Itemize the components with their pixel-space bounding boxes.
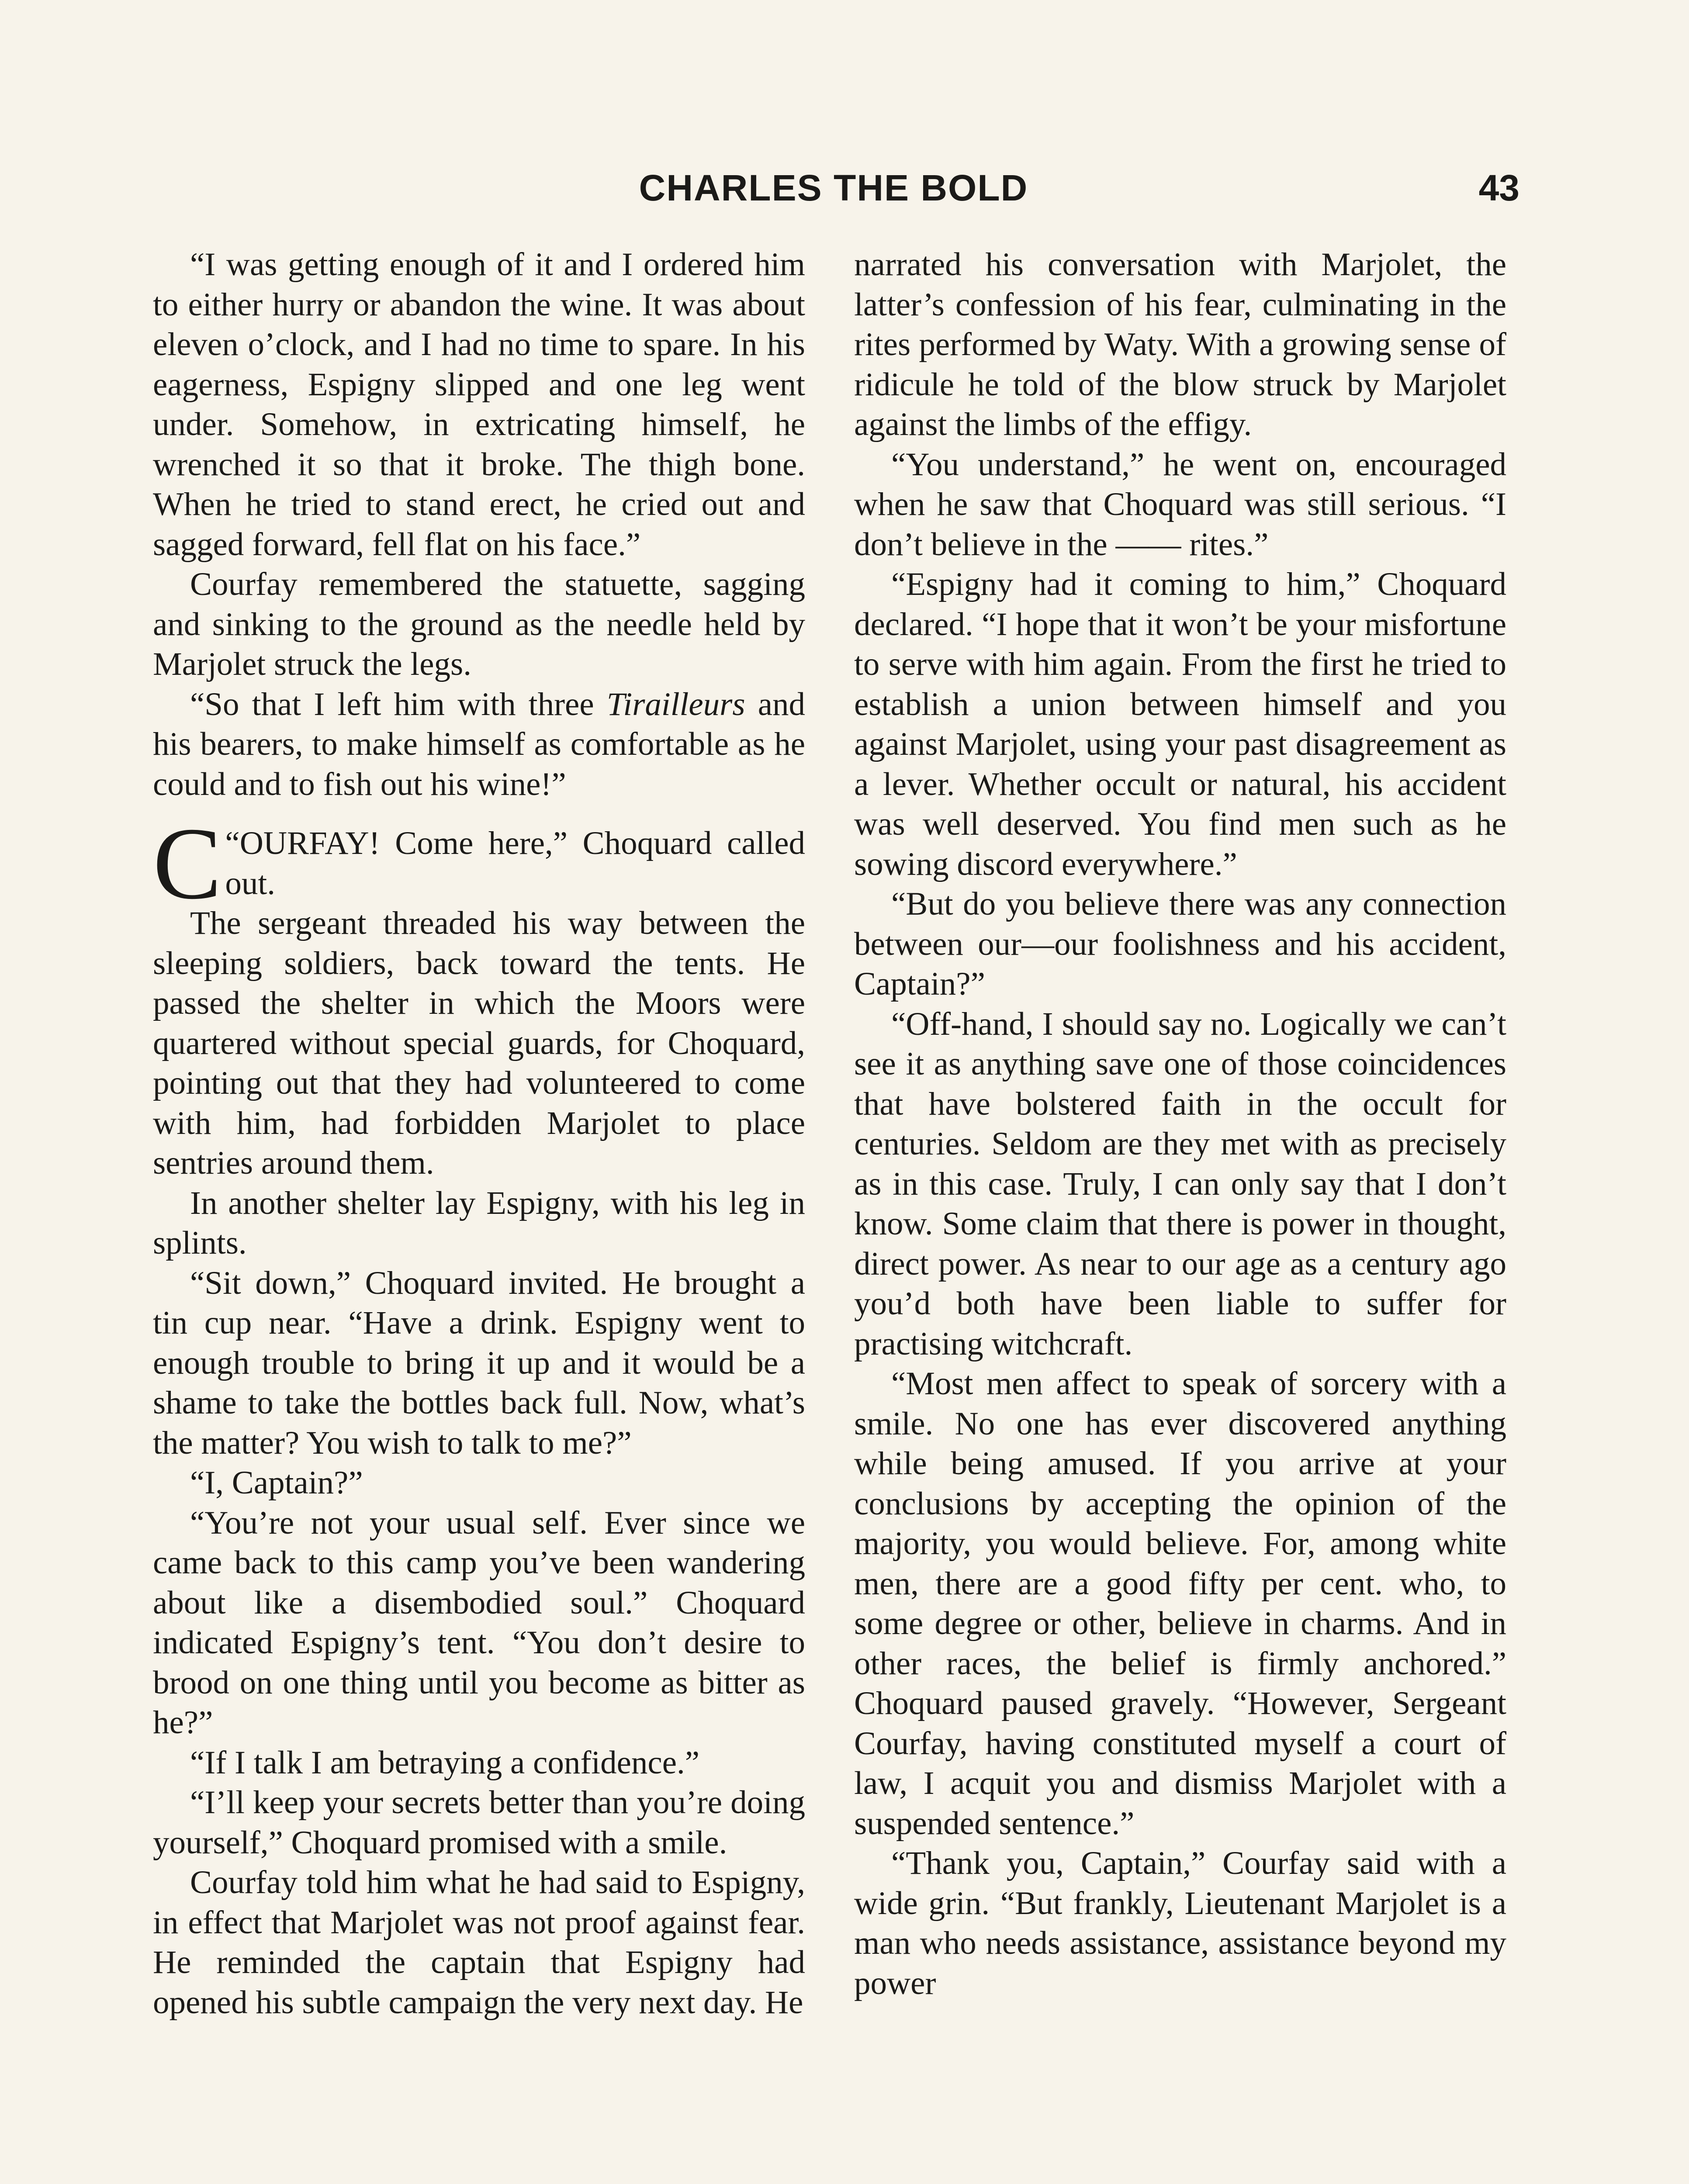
paragraph: “I’ll keep your secrets better than you’re doing yourself,” Choquard promised with a smile. [153,1784,805,1861]
paragraph: “I, Captain?” [190,1465,363,1501]
paragraph: “If I talk I am betraying a confidence.” [190,1744,700,1781]
paragraph: In another shelter lay Espigny, with his leg in splints. [153,1185,805,1261]
paragraph: “Most men affect to speak of sorcery with a smile. No one has ever discovered anything while being amused. If you arrive at your conclusions by accepting the opinion of the majority, you would believe. For, among white men, there are a good fifty per cent. who, to some degree or other, believe in charms. And in other races, the belief is firmly anchored.” Choquard paused gravely. “However, Sergeant Courfay, having constituted myself a court of law, I acquit you and dismiss Marjolet with a suspended sentence.” [854,1365,1506,1842]
paragraph: “Espigny had it coming to him,” Choquard declared. “I hope that it won’t be your misfortune to serve with him again. From the first he tried to establish a union between himself and you against Marjolet, using your past disagreement as a lever. Whether occult or natural, his accident was well deserved. You find men such as he sowing discord everywhere.” [854,566,1506,882]
italic-word: Tirailleurs [606,686,745,722]
paragraph: Courfay told him what he had said to Espigny, in effect that Marjolet was not proof against fear. He reminded the captain that Espigny had opened his subtle campaign the very next day. He [153,1864,805,2021]
opening-quote: “ [225,825,240,861]
left-column [153,245,805,2022]
paragraph: “I was getting enough of it and I ordered him to either hurry or abandon the wine. It was about eleven o’clock, and I had no time to spare. In his eagerness, Espigny slipped and one leg went under. Somehow, in extricating himself, he wrenched it so that it broke. The thigh bone. When he tried to stand erect, he cried out and sagged forward, fell flat on his face.” [153,246,805,563]
paragraph [153,684,805,805]
paragraph: “Thank you, Captain,” Courfay said with a wide grin. “But frankly, Lieutenant Marjolet is a man who needs assistance, assistance beyond my power [854,1845,1506,2001]
paragraph: “Sit down,” Choquard invited. He brought a tin cup near. “Have a drink. Espigny went to enough trouble to bring it up and it would be a shame to take the bottles back full. Now, what’s the matter? You wish to talk to me?” [153,1265,805,1461]
page-header [153,162,1519,214]
paragraph: “You understand,” he went on, encouraged when he saw that Choquard was still serious. “I don’t believe in the —— rites.” [854,446,1506,563]
paragraph: The sergeant threaded his way between the sleeping soldiers, back toward the tents. He passed the shelter in which the Moors were quartered without special guards, for Choquard, pointing out that they had volunteered to come with him, had forbidden Marjolet to place sentries around them. [153,905,805,1181]
paragraph: “But do you believe there was any connection between our—our foolishness and his accident, Captain?” [854,886,1506,1002]
paragraph: “You’re not your usual self. Ever since we came back to this camp you’ve been wandering about like a disembodied soul.” Choquard indicated Espigny’s tent. “You don’t desire to brood on one thing until you become as bitter as he?” [153,1504,805,1741]
drop-cap: C [153,807,222,921]
continued-paragraph: narrated his conversation with Marjolet, the latter’s confession of his fear, culminating in the rites performed by Waty. With a growing sense of ridicule he told of the blow struck by Marjolet against the limbs of the effigy. [854,246,1506,442]
paragraph: “Off-hand, I should say no. Logically we can’t see it as anything save one of those coincidences that have bolstered faith in the occult for centuries. Seldom are they met with as precisely as in this case. Truly, I can only say that I don’t know. Some claim that there is power in thought, direct power. As near to our age as a century ago you’d both have been liable to suffer for practising witchcraft. [854,1006,1506,1362]
paragraph-text: OURFAY! Come here,” Choquard called out. [225,825,805,902]
paragraph-text: and his bearers, to make himself as comfortable as he could and to fish out his wine!” [153,686,805,802]
section-opening-paragraph [153,807,805,921]
page-number: 43 [1478,167,1519,208]
right-column [854,245,1506,2003]
paragraph-text: “So that I left him with three [190,686,607,722]
paragraph: Courfay remembered the statuette, sagging and sinking to the ground as the needle held by Marjolet struck the legs. [153,566,805,682]
running-title: CHARLES THE BOLD [639,167,1028,208]
